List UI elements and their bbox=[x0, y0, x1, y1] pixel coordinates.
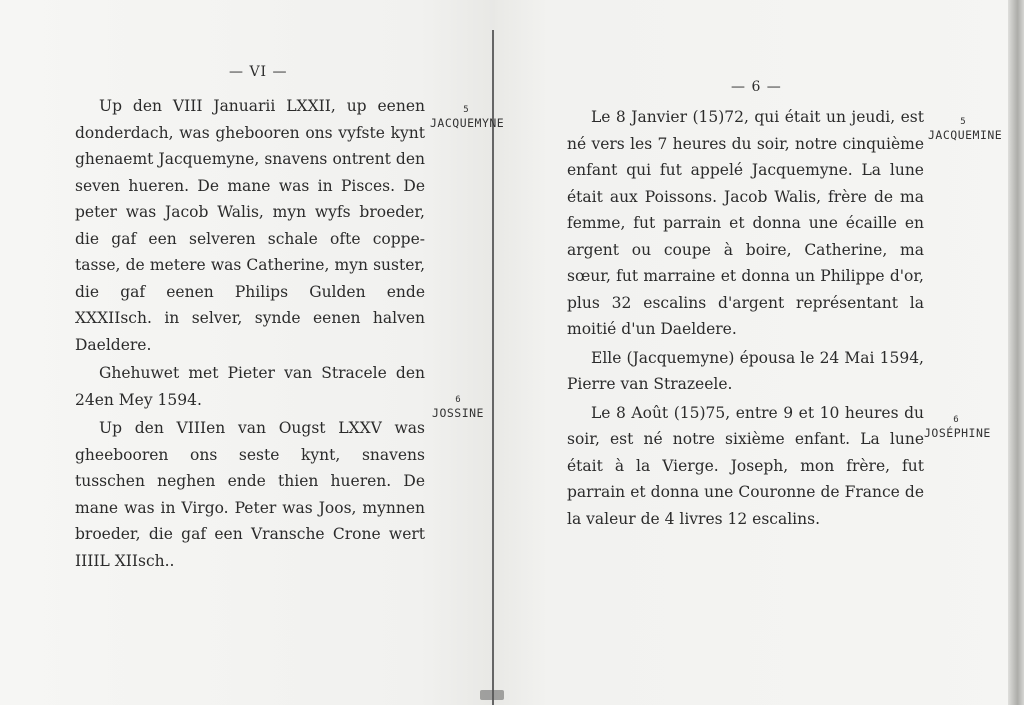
right-paragraph-2: Elle (Jacquemyne) épousa le 24 Mai 1594, Pierre van Strazeele. bbox=[567, 348, 924, 393]
right-sidenote-6 bbox=[924, 414, 991, 440]
left-text-block bbox=[75, 93, 425, 576]
right-sidenote-5 bbox=[928, 116, 1003, 142]
sidenote-name: JOSSINE bbox=[432, 406, 484, 420]
left-paragraph-1: Up den VIII Januarii LXXII, up eenen donderdach, was ghebooren ons vyfste kynt ghenaemt Jacquemyne, snavens ontrent den seven hueren. De mane was in Pisces. De peter was Jacob Walis, myn wyfs broeder, die gaf een selveren schale ofte coppe-tasse, de metere was Catherine, myn suster, die gaf eenen Philips Gulden ende XXXIIsch. in selver, synde eenen halven Daeldere. bbox=[75, 97, 425, 354]
sidenote-name: JACQUEMYNE bbox=[430, 116, 505, 130]
right-folio: — 6 — bbox=[731, 79, 782, 95]
right-paragraph-1: Le 8 Janvier (15)72, qui était un jeudi, est né vers les 7 heures du soir, notre cinquième enfant qui fut appelé Jacquemyne. La lune était aux Poissons. Jacob Walis, frère de ma femme, fut parrain et donna une écaille en argent ou coupe à boire, Catherine, ma sœur, fut marraine et donna un Philippe d'or, plus 32 escalins d'argent représentant la moitié d'un Daeldere. bbox=[567, 108, 924, 338]
sidenote-number: 5 bbox=[463, 105, 469, 115]
page-edge-shadow bbox=[1008, 0, 1024, 705]
sidenote-name: JOSÉPHINE bbox=[924, 426, 991, 440]
sidenote-number: 5 bbox=[960, 117, 966, 127]
left-paragraph-2: Ghehuwet met Pieter van Stracele den 24en Mey 1594. bbox=[75, 364, 425, 409]
left-sidenote-5 bbox=[430, 104, 505, 130]
left-sidenote-6 bbox=[432, 394, 484, 420]
left-paragraph-3: Up den VIIIen van Ougst LXXV was gheebooren ons seste kynt, snavens tusschen neghen ende thien hueren. De mane was in Virgo. Peter was Joos, mynnen broeder, die gaf een Vransche Crone wert IIIIL XIIsch.. bbox=[75, 419, 425, 570]
right-text-block bbox=[567, 104, 924, 534]
sidenote-name: JACQUEMINE bbox=[928, 128, 1003, 142]
sidenote-number: 6 bbox=[455, 395, 461, 405]
book-gutter bbox=[492, 30, 494, 705]
sidenote-number: 6 bbox=[953, 415, 959, 425]
scan-artifact bbox=[480, 690, 504, 700]
left-folio: — VI — bbox=[229, 64, 288, 80]
right-paragraph-3: Le 8 Août (15)75, entre 9 et 10 heures du soir, est né notre sixième enfant. La lune était à la Vierge. Joseph, mon frère, fut parrain et donna une Couronne de France de la valeur de 4 livres 12 escalins. bbox=[567, 403, 924, 528]
